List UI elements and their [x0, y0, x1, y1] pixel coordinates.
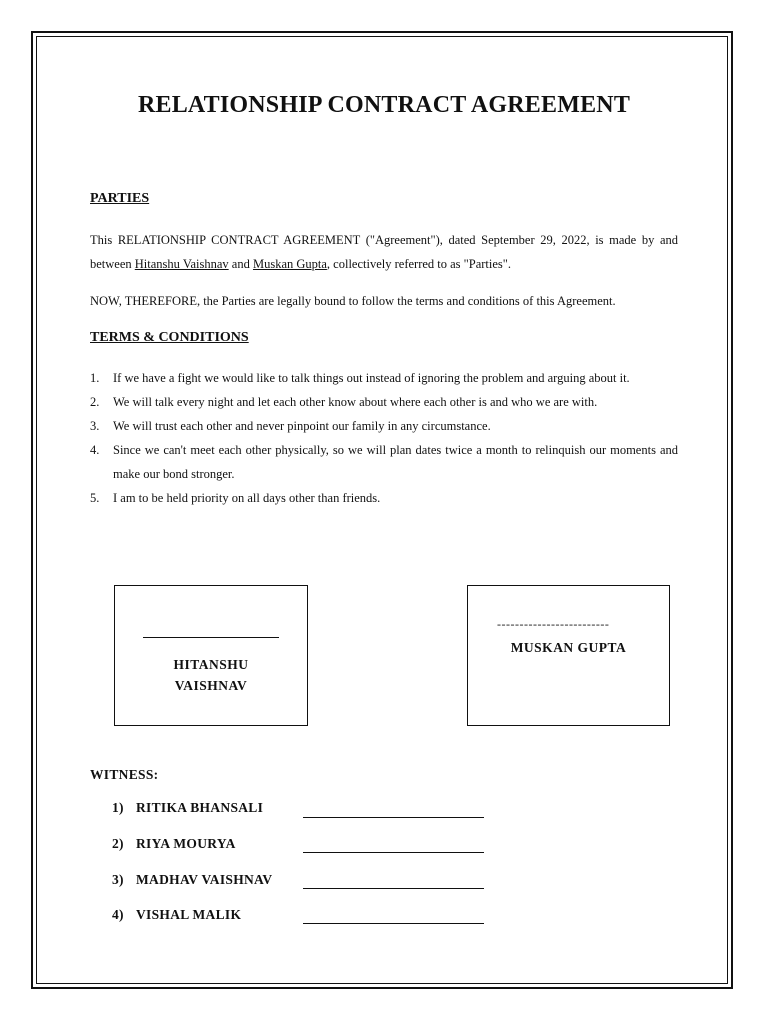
witness-signature-line [303, 888, 484, 889]
term-item [90, 366, 678, 390]
term-item [90, 390, 678, 414]
term-text: I am to be held priority on all days other than friends. [113, 491, 381, 505]
parties-text-end: , collectively referred to as "Parties". [326, 257, 512, 271]
witness-number: 4) [112, 907, 124, 922]
signatory-name-line: VAISHNAV [174, 678, 248, 693]
term-number: 5. [90, 491, 100, 505]
parties-paragraph [90, 228, 678, 276]
witness-name: RIYA MOURYA [136, 836, 236, 851]
term-item [90, 438, 678, 486]
term-number: 4. [90, 443, 100, 457]
term-number: 2. [90, 395, 100, 409]
parties-text-and: and [228, 257, 253, 271]
party-two-name: Muskan Gupta [252, 257, 327, 271]
term-number: 3. [90, 419, 100, 433]
party-one-name: Hitanshu Vaishnav [134, 257, 229, 271]
document-title: RELATIONSHIP CONTRACT AGREEMENT [137, 92, 631, 118]
terms-list [90, 366, 678, 510]
term-item [90, 486, 678, 510]
witness-number: 3) [112, 872, 124, 887]
terms-heading: TERMS & CONDITIONS [90, 330, 249, 345]
parties-text-start: This RELATIONSHIP CONTRACT AGREEMENT ("Agreement"), dated September 29, 2022, is made by and between [90, 233, 678, 271]
witness-signature-line [303, 923, 484, 924]
witness-name: MADHAV VAISHNAV [136, 872, 273, 887]
signatory-name-muskan: MUSKAN GUPTA [510, 640, 627, 655]
witness-row [112, 800, 263, 816]
witness-signature-line [303, 817, 484, 818]
witness-row [112, 907, 241, 923]
signature-line-hitanshu [143, 637, 279, 638]
term-text: We will trust each other and never pinpoint our family in any circumstance. [113, 419, 491, 433]
term-number: 1. [90, 371, 100, 385]
term-item [90, 414, 678, 438]
witness-name: VISHAL MALIK [136, 907, 242, 922]
signatory-name-line: HITANSHU [173, 657, 249, 672]
term-text: Since we can't meet each other physically, so we will plan dates twice a month to relinquish our moments and make our bond stronger. [113, 443, 678, 481]
witness-number: 2) [112, 836, 124, 851]
witness-heading: WITNESS: [90, 767, 159, 782]
witness-row [112, 872, 272, 888]
witness-number: 1) [112, 800, 124, 815]
witness-name: RITIKA BHANSALI [136, 800, 264, 815]
therefore-paragraph: NOW, THEREFORE, the Parties are legally bound to follow the terms and conditions of this Agreement. [90, 294, 616, 308]
witness-signature-line [303, 852, 484, 853]
term-text: If we have a fight we would like to talk things out instead of ignoring the problem and arguing about it. [113, 371, 630, 385]
signature-line-muskan: ------------------------- [497, 617, 610, 631]
witness-row [112, 836, 236, 852]
signatory-name-hitanshu [114, 654, 308, 696]
term-text: We will talk every night and let each other know about where each other is and who we are with. [113, 395, 598, 409]
parties-heading: PARTIES [90, 191, 150, 206]
